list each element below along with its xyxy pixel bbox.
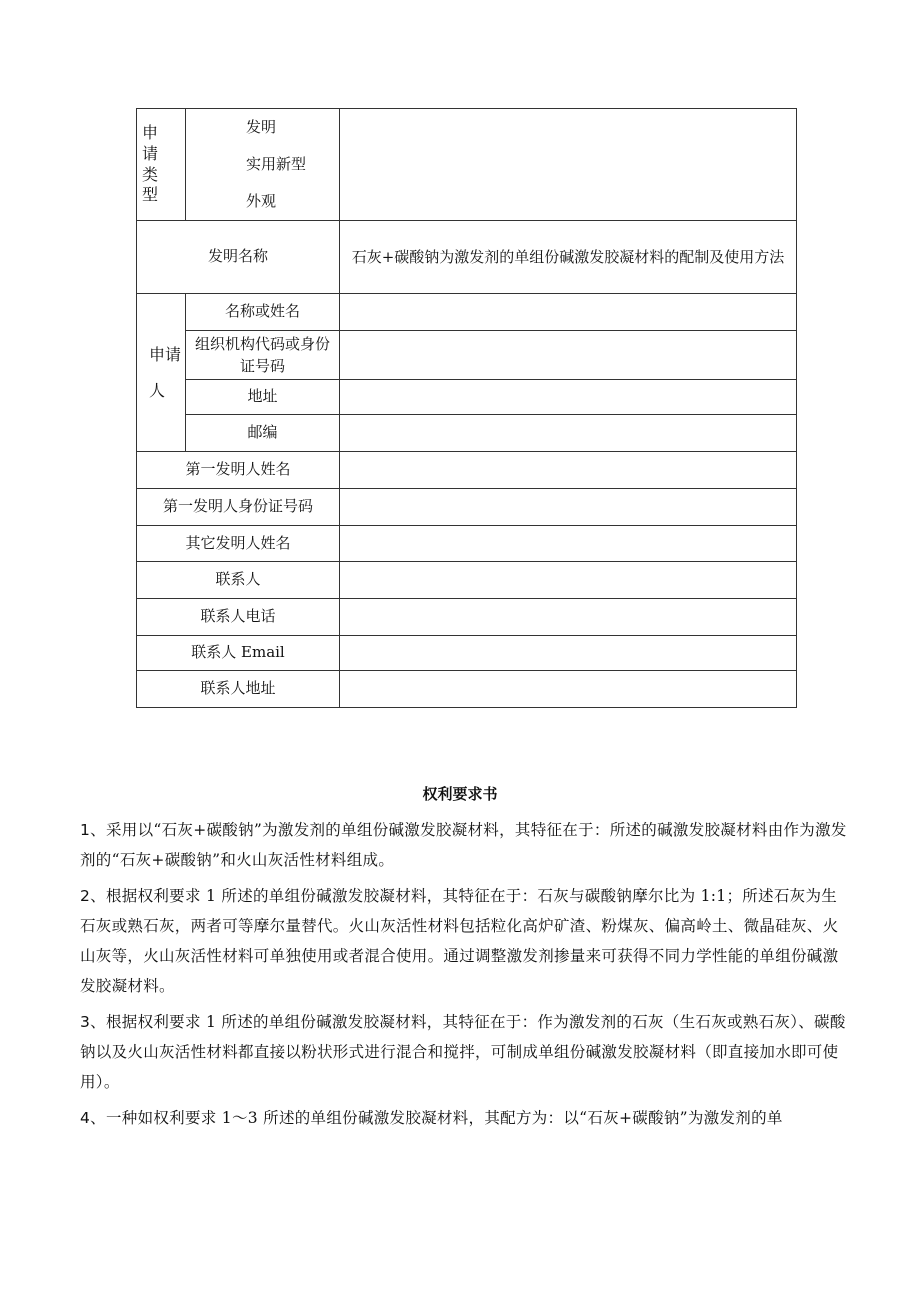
applicant-field-address: 地址 xyxy=(186,380,340,415)
applicant-address-row xyxy=(137,380,797,415)
applicant-field-postcode: 邮编 xyxy=(186,415,340,452)
contact-label: 联系人 xyxy=(137,562,340,599)
first-inventor-name-row xyxy=(137,452,797,489)
claim-number: 1 xyxy=(80,821,91,839)
contact-email-value[interactable] xyxy=(340,636,797,671)
claims-title: 权利要求书 xyxy=(422,785,498,803)
applicant-id-value[interactable] xyxy=(340,331,797,380)
claim-text: 、根据权利要求 1 所述的单组份碱激发胶凝材料，其特征在于：石灰与碳酸钠摩尔比为 1:1；所述石灰为生石灰或熟石灰，两者可等摩尔量替代。火山灰活性材料包括粒化高炉矿渣、粉煤灰、偏高岭土、微晶硅灰、火山灰等，火山灰活性材料可单独使用或者混合使用。通过调整激发剂掺量来可获得不同力学性能的单组份碱激发胶凝材料。 xyxy=(80,887,839,995)
applicant-postcode-value[interactable] xyxy=(340,415,797,452)
application-type-value[interactable] xyxy=(340,109,797,221)
applicant-postcode-row xyxy=(137,415,797,452)
claim-text: 、采用以“石灰+碳酸钠”为激发剂的单组份碱激发胶凝材料，其特征在于：所述的碱激发胶凝材料由作为激发剂的“石灰+碳酸钠”和火山灰活性材料组成。 xyxy=(80,821,847,869)
application-type-row xyxy=(137,109,797,221)
first-inventor-id-row xyxy=(137,489,797,526)
application-type-label-text: 申请类型 xyxy=(142,122,159,205)
other-inventors-value[interactable] xyxy=(340,526,797,562)
application-type-label xyxy=(137,109,186,221)
claim-item xyxy=(80,1007,850,1097)
applicant-name-value[interactable] xyxy=(340,294,797,331)
invention-name-row xyxy=(137,221,797,294)
contact-address-row xyxy=(137,671,797,708)
claims-body xyxy=(80,815,850,1139)
other-inventors-row xyxy=(137,526,797,562)
applicant-id-row xyxy=(137,331,797,380)
contact-phone-label: 联系人电话 xyxy=(137,599,340,636)
application-type-options xyxy=(186,109,340,221)
claim-text: 、根据权利要求 1 所述的单组份碱激发胶凝材料，其特征在于：作为激发剂的石灰（生石灰或熟石灰）、碳酸钠以及火山灰活性材料都直接以粉状形式进行混合和搅拌，可制成单组份碱激发胶凝材料（即直接加水即可使用）。 xyxy=(80,1013,846,1091)
claim-number: 2 xyxy=(80,887,91,905)
type-option-utility-model[interactable]: 实用新型 xyxy=(246,155,307,173)
contact-value[interactable] xyxy=(340,562,797,599)
applicant-field-name: 名称或姓名 xyxy=(186,294,340,331)
applicant-name-row xyxy=(137,294,797,331)
claim-item xyxy=(80,881,850,1001)
contact-email-label: 联系人 Email xyxy=(137,636,340,671)
contact-address-label: 联系人地址 xyxy=(137,671,340,708)
contact-phone-row xyxy=(137,599,797,636)
first-inventor-name-label: 第一发明人姓名 xyxy=(137,452,340,489)
applicant-label xyxy=(137,294,186,452)
first-inventor-id-label: 第一发明人身份证号码 xyxy=(137,489,340,526)
claim-number: 4 xyxy=(80,1109,91,1127)
type-option-design[interactable]: 外观 xyxy=(246,192,277,210)
applicant-label-text: 申请人 xyxy=(149,344,182,400)
claim-text: 、一种如权利要求 1～3 所述的单组份碱激发胶凝材料，其配方为：以“石灰+碳酸钠”为激发剂的单 xyxy=(90,1109,783,1127)
application-form-table xyxy=(136,108,797,708)
type-option-invention[interactable]: 发明 xyxy=(246,118,277,136)
contact-row xyxy=(137,562,797,599)
claim-item xyxy=(80,1103,850,1133)
applicant-address-value[interactable] xyxy=(340,380,797,415)
claim-item xyxy=(80,815,850,875)
contact-address-value[interactable] xyxy=(340,671,797,708)
claim-number: 3 xyxy=(80,1013,91,1031)
invention-name-label: 发明名称 xyxy=(137,221,340,294)
first-inventor-id-value[interactable] xyxy=(340,489,797,526)
invention-name-value[interactable]: 石灰+碳酸钠为激发剂的单组份碱激发胶凝材料的配制及使用方法 xyxy=(340,221,797,294)
other-inventors-label: 其它发明人姓名 xyxy=(137,526,340,562)
first-inventor-name-value[interactable] xyxy=(340,452,797,489)
applicant-field-id: 组织机构代码或身份证号码 xyxy=(186,331,340,380)
contact-email-row xyxy=(137,636,797,671)
contact-phone-value[interactable] xyxy=(340,599,797,636)
